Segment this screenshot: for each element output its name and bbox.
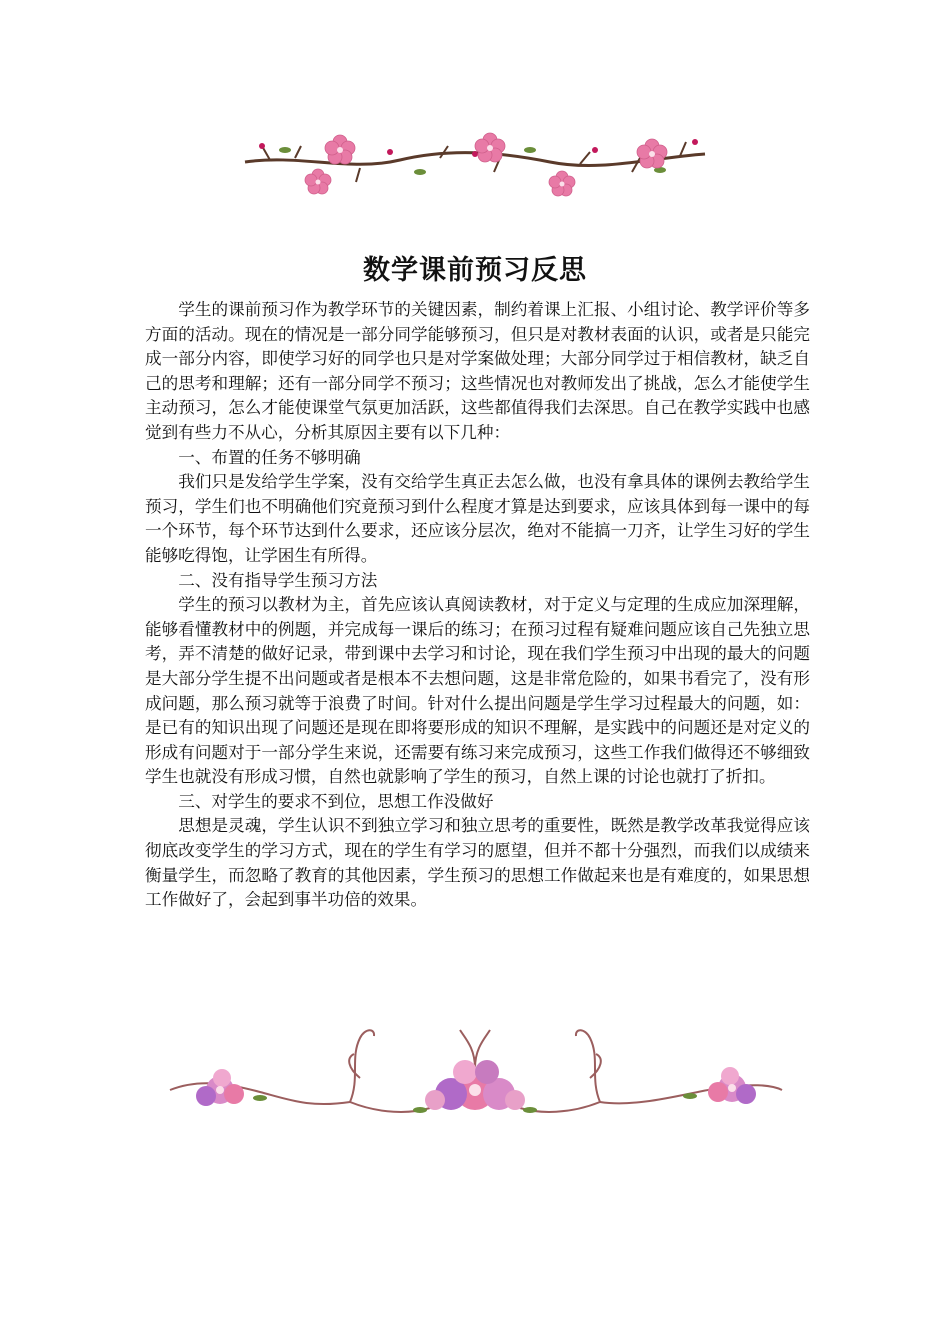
document-body — [145, 298, 810, 913]
section-paragraph-3: 思想是灵魂，学生认识不到独立学习和独立思考的重要性，既然是教学改革我觉得应该彻底改变学生的学习方式，现在的学生有学习的愿望，但并不都十分强烈，而我们以成绩来衡量学生，而忽略了教育的其他因素，学生预习的思想工作做起来也是有难度的，如果思想工作做好了，会起到事半功倍的效果。 — [145, 816, 810, 910]
top-blossom-branch-decoration — [240, 128, 710, 202]
section-heading-2: 二、没有指导学生预习方法 — [178, 570, 378, 590]
section-paragraph-2: 学生的预习以教材为主，首先应该认真阅读教材，对于定义与定理的生成应加深理解，能够看懂教材中的例题，并完成每一课后的练习；在预习过程有疑难问题应该自己先独立思考，弄不清楚的做好记录，带到课中去学习和讨论，现在我们学生预习中出现的最大的问题是大部分学生提不出问题或者是根本不去想问题，这是非常危险的，如果书看完了，没有形成问题，那么预习就等于浪费了时间。针对什么提出问题是学生学习过程最大的问题，如：是已有的知识出现了问题还是现在即将要形成的知识不理解，是实践中的问题还是对定义的形成有问题对于一部分学生来说，还需要有练习来完成预习，这些工作我们做得还不够细致学生也就没有形成习惯，自然也就影响了学生的预习，自然上课的讨论也就打了折扣。 — [145, 595, 810, 787]
page-title: 数学课前预习反思 — [363, 255, 587, 287]
intro-paragraph: 学生的课前预习作为教学环节的关键因素，制约着课上汇报、小组讨论、教学评价等多方面的活动。现在的情况是一部分同学能够预习，但只是对教材表面的认识，或者是只能完成一部分内容，即使学习好的同学也只是对学案做处理；大部分同学过于相信教材，缺乏自己的思考和理解；还有一部分同学不预习；这些情况也对教师发出了挑战，怎么才能使学生主动预习，怎么才能使课堂气氛更加活跃，这些都值得我们去深思。自己在教学实践中也感觉到有些力不从心，分析其原因主要有以下几种： — [145, 300, 810, 442]
section-heading-1: 一、布置的任务不够明确 — [178, 447, 361, 467]
section-paragraph-1: 我们只是发给学生学案，没有交给学生真正去怎么做，也没有拿具体的课例去教给学生预习，学生们也不明确他们究竟预习到什么程度才算是达到要求，应该具体到每一课中的每一个环节，每个环节达到什么要求，还应该分层次，绝对不能搞一刀齐，让学生习好的学生能够吃得饱，让学困生有所得。 — [145, 472, 810, 565]
bottom-floral-vine-decoration — [160, 1018, 790, 1130]
section-heading-3: 三、对学生的要求不到位，思想工作没做好 — [178, 791, 494, 811]
